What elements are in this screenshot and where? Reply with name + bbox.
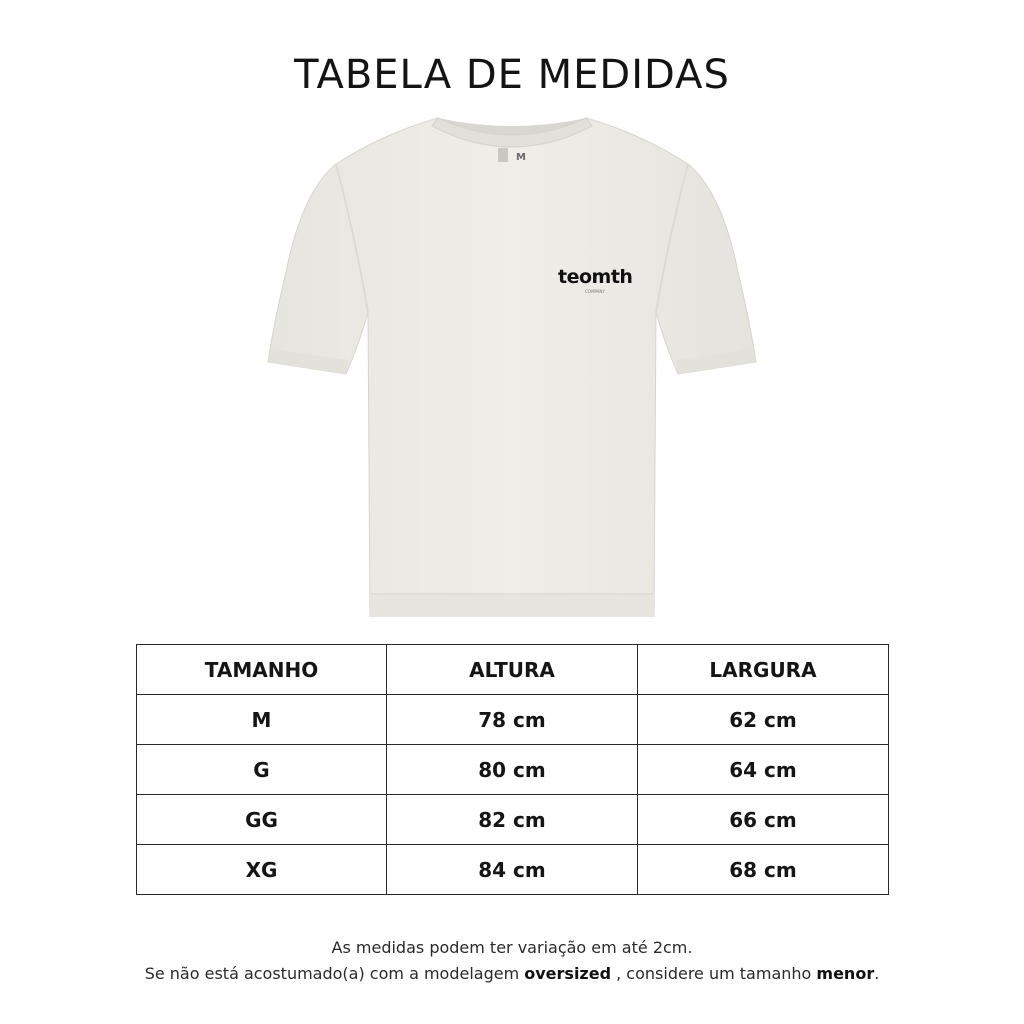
- table-header-row: [137, 645, 889, 695]
- note-prefix: Se não está acostumado(a) com a modelagem: [144, 964, 525, 983]
- cell-size: GG: [137, 795, 387, 845]
- cell-width: 66 cm: [638, 795, 889, 845]
- table-row: [137, 845, 889, 895]
- bottom-hem: [370, 594, 654, 617]
- note-middle: , considere um tamanho: [611, 964, 817, 983]
- table-row: [137, 695, 889, 745]
- neck-label-icon: [498, 148, 508, 162]
- page-title: TABELA DE MEDIDAS: [294, 52, 730, 98]
- tshirt-image: [262, 112, 762, 617]
- brand-sub: COMPANY: [585, 289, 605, 294]
- table-row: [137, 745, 889, 795]
- cell-height: 80 cm: [387, 745, 638, 795]
- cell-size: G: [137, 745, 387, 795]
- cell-height: 82 cm: [387, 795, 638, 845]
- note-bold-menor: menor: [816, 964, 875, 983]
- footnotes: [0, 935, 1024, 987]
- note-bold-oversized: oversized: [524, 964, 612, 983]
- cell-height: 78 cm: [387, 695, 638, 745]
- header-altura: ALTURA: [387, 645, 638, 695]
- note-suffix: .: [874, 964, 880, 983]
- neck-label-size: M: [516, 152, 526, 163]
- cell-width: 62 cm: [638, 695, 889, 745]
- note-oversized: [0, 961, 1024, 987]
- header-tamanho: TAMANHO: [137, 645, 387, 695]
- cell-size: XG: [137, 845, 387, 895]
- header-largura: LARGURA: [638, 645, 889, 695]
- cell-width: 64 cm: [638, 745, 889, 795]
- brand-logo: teomth: [558, 266, 633, 288]
- cell-width: 68 cm: [638, 845, 889, 895]
- size-table: [136, 644, 889, 895]
- cell-size: M: [137, 695, 387, 745]
- table-row: [137, 795, 889, 845]
- note-variation: As medidas podem ter variação em até 2cm.: [331, 938, 693, 957]
- tshirt-illustration: [262, 112, 762, 617]
- cell-height: 84 cm: [387, 845, 638, 895]
